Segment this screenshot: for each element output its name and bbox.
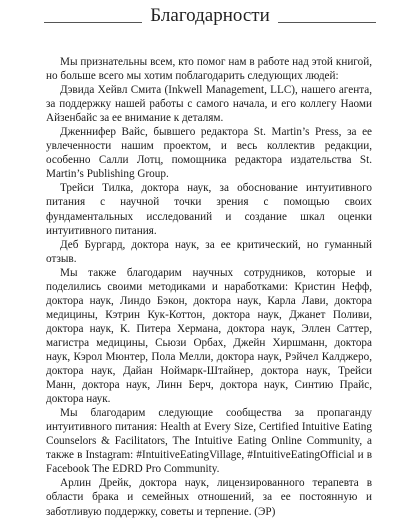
paragraph-5: Деб Бургард, доктора наук, за ее критический, но гуманный отзыв.: [46, 238, 372, 265]
paragraph-1: Мы признательны всем, кто помог нам в работе над этой книгой, но больше всего мы хотим поблагодарить следующих людей:: [46, 56, 372, 83]
page-title: Благодарности: [142, 4, 278, 28]
paragraph-4: Трейси Тилка, доктора наук, за обоснование интуитивного питания с научной точки зрения с помощью своих фундаментальных исследований и создание шкал оценки интуитивного питания.: [46, 182, 372, 237]
acknowledgements-text: [46, 55, 372, 519]
paragraph-6: Мы также благодарим научных сотрудников, которые и поделились своими методиками и наработками: Кристин Нефф, доктора наук, Линдо Бэкон, доктора наук, Карла Лави, доктора медицины, Кэтрин Кук-Коттон, доктора наук, Джанет Поливи, доктора наук, К. Питера Хермана, доктора наук, Эллен Саттер, магистра медицины, Сьюзи Орбах, Джейн Хиршманн, доктора наук, Кэрол Мюнтер, Пола Мелли, доктора наук, Рэйчел Калджеро, доктора наук, Дайан Ноймарк-Штайнер, доктора наук, Трейси Манн, доктора наук, Линн Берч, доктора наук, Синтию Прайс, доктора наук.: [46, 266, 372, 406]
paragraph-2: Дэвида Хейвл Смита (Inkwell Management, LLC), нашего агента, за поддержку нашей работы с самого начала, и его коллегу Наоми Айзенбайс за ее внимание к деталям.: [46, 84, 372, 125]
heading-wrap: [0, 4, 420, 28]
paragraph-3: Дженнифер Вайс, бывшего редактора St. Martin’s Press, за ее увлеченности нашим проектом, и весь коллектив редакции, особенно Салли Лотц, помощника редактора издательства St. Martin’s Publishing Group.: [46, 126, 372, 181]
paragraph-7: Мы благодарим следующие сообщества за пропаганду интуитивного питания: Health at Every Size, Certified Intuitive Eating Counselors & Facilitators, The Intuitive Eating Online Community, а также в Instagram: #IntuitiveEatingVillage, #IntuitiveEatingOfficial и в Facebook The EDRD Pro Community.: [46, 407, 372, 476]
paragraph-8: Арлин Дрейк, доктора наук, лицензированного терапевта в области брака и семейных отношений, за ее постоянную и заботливую поддержку, советы и терпение. (ЭР): [46, 477, 372, 518]
